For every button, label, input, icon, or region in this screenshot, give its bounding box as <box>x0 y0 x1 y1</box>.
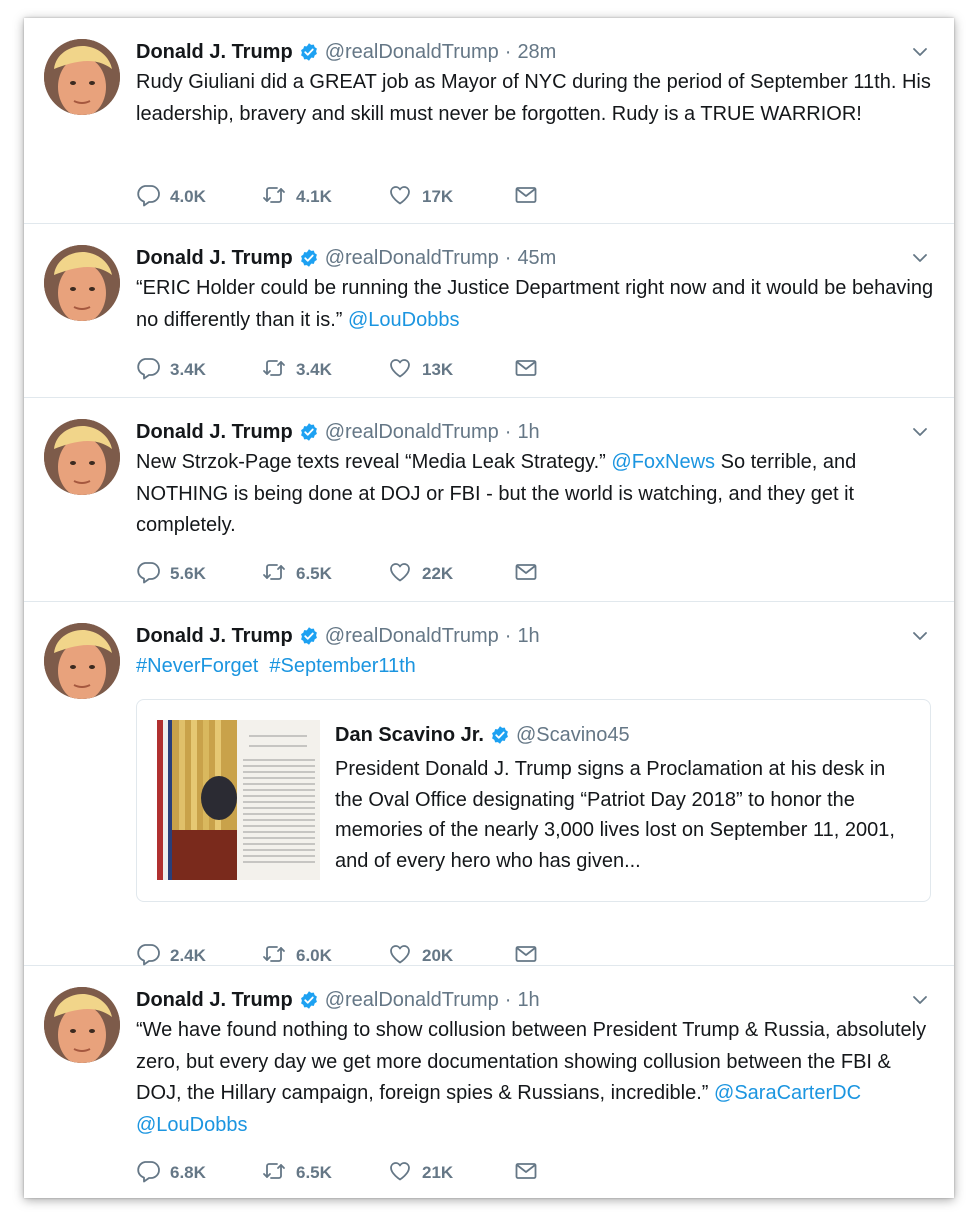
tweet[interactable] <box>24 224 954 398</box>
verified-badge-icon <box>299 990 319 1010</box>
dm-button[interactable] <box>514 356 640 385</box>
timestamp[interactable]: 1h <box>517 624 540 647</box>
tweet[interactable] <box>24 398 954 602</box>
author-handle[interactable]: @realDonaldTrump <box>324 988 499 1011</box>
mention-link[interactable]: @LouDobbs <box>136 1113 248 1136</box>
retweet-icon <box>262 183 286 212</box>
tweet-header <box>136 39 556 65</box>
author-handle[interactable]: @realDonaldTrump <box>324 624 499 647</box>
chevron-down-icon[interactable] <box>910 42 930 62</box>
oval-office-photo <box>157 720 320 880</box>
author-handle[interactable]: @realDonaldTrump <box>324 420 499 443</box>
envelope-icon <box>514 1159 538 1188</box>
reply-icon <box>136 356 160 385</box>
author-name[interactable]: Donald J. Trump <box>136 40 293 63</box>
mention-link[interactable]: @LouDobbs <box>347 308 460 331</box>
avatar[interactable] <box>44 419 120 495</box>
reply-button[interactable] <box>136 356 262 385</box>
retweet-count: 6.5K <box>296 1163 332 1182</box>
quoted-author-handle[interactable]: @Scavino45 <box>515 723 630 746</box>
retweet-count: 6.0K <box>296 946 332 965</box>
retweet-count: 6.5K <box>296 564 332 583</box>
tweet-text <box>136 1015 936 1141</box>
verified-badge-icon <box>299 422 319 442</box>
timestamp[interactable]: 1h <box>517 420 540 443</box>
timestamp[interactable]: 1h <box>517 988 540 1011</box>
like-count: 13K <box>422 360 454 379</box>
separator-dot: · <box>504 246 512 269</box>
chevron-down-icon[interactable] <box>910 626 930 646</box>
avatar[interactable] <box>44 623 120 699</box>
author-name[interactable]: Donald J. Trump <box>136 988 293 1011</box>
retweet-icon <box>262 560 286 589</box>
avatar[interactable] <box>44 39 120 115</box>
retweet-icon <box>262 1159 286 1188</box>
like-button[interactable] <box>388 183 514 212</box>
reply-count: 5.6K <box>170 564 206 583</box>
tweet-text-body: “ERIC Holder could be running the Justice Department right now and it would be behaving no differently than it is.” <box>136 277 934 331</box>
hashtag-link[interactable]: #September11th <box>269 655 416 677</box>
tweet-text <box>136 273 936 336</box>
like-button[interactable] <box>388 356 514 385</box>
author-handle[interactable]: @realDonaldTrump <box>324 246 499 269</box>
like-count: 17K <box>422 187 454 206</box>
timestamp[interactable]: 45m <box>517 246 557 269</box>
tweet-actions <box>136 944 640 968</box>
tweet-text-before: New Strzok-Page texts reveal “Media Leak Strategy.” <box>136 451 612 473</box>
quoted-tweet-image[interactable] <box>157 720 320 880</box>
separator-dot: · <box>504 420 512 443</box>
reply-button[interactable] <box>136 560 262 589</box>
reply-icon <box>136 560 160 589</box>
quoted-tweet-header <box>335 722 630 748</box>
reply-icon <box>136 183 160 212</box>
dm-button[interactable] <box>514 560 640 589</box>
like-button[interactable] <box>388 1159 514 1188</box>
tweet-text-body: “We have found nothing to show collusion between President Trump & Russia, absolutely zero, but every day we get more documentation showing collusion between the FBI & DOJ, the Hillary campaign, foreign spies & Russians, incredible.” <box>136 1019 927 1104</box>
tweet[interactable] <box>24 966 954 1198</box>
tweet-text-body: Rudy Giuliani did a GREAT job as Mayor of NYC during the period of September 11th. His leadership, bravery and skill must never be forgotten. Rudy is a TRUE WARRIOR! <box>136 71 931 125</box>
tweet-text <box>136 651 936 683</box>
dm-button[interactable] <box>514 183 640 212</box>
mention-link[interactable]: @FoxNews <box>611 451 716 473</box>
quoted-tweet[interactable] <box>136 699 931 902</box>
verified-badge-icon <box>490 725 510 745</box>
separator-dot: · <box>504 988 512 1011</box>
separator-dot: · <box>504 624 512 647</box>
chevron-down-icon[interactable] <box>910 990 930 1010</box>
chevron-down-icon[interactable] <box>910 248 930 268</box>
quoted-tweet-text: President Donald J. Trump signs a Proclamation at his desk in the Oval Office designating “Patriot Day 2018” to honor the memories of the nearly 3,000 lives lost on September 11, 2001, and of every hero who has given... <box>335 758 895 872</box>
retweet-count: 4.1K <box>296 187 332 206</box>
tweet-timeline <box>24 18 954 1198</box>
tweet-header <box>136 987 540 1013</box>
tweet-text <box>136 447 936 542</box>
reply-count: 6.8K <box>170 1163 206 1182</box>
retweet-button[interactable] <box>262 356 388 385</box>
verified-badge-icon <box>299 42 319 62</box>
tweet-text <box>136 67 936 130</box>
tweet[interactable] <box>24 18 954 224</box>
author-name[interactable]: Donald J. Trump <box>136 624 293 647</box>
author-name[interactable]: Donald J. Trump <box>136 246 293 269</box>
mention-link[interactable]: @SaraCarterDC <box>714 1082 862 1104</box>
retweet-button[interactable] <box>262 183 388 212</box>
author-name[interactable]: Donald J. Trump <box>136 420 293 443</box>
retweet-button[interactable] <box>262 1159 388 1188</box>
hashtag-link[interactable]: #NeverForget <box>136 655 259 677</box>
avatar[interactable] <box>44 987 120 1063</box>
tweet[interactable] <box>24 602 954 966</box>
verified-badge-icon <box>299 248 319 268</box>
avatar[interactable] <box>44 245 120 321</box>
quoted-author-name[interactable]: Dan Scavino Jr. <box>335 723 484 746</box>
like-count: 22K <box>422 564 454 583</box>
heart-icon <box>388 560 412 589</box>
verified-badge-icon <box>299 626 319 646</box>
retweet-icon <box>262 356 286 385</box>
reply-button[interactable] <box>136 1159 262 1188</box>
tweet-actions <box>136 1161 640 1185</box>
tweet-actions <box>136 185 640 209</box>
heart-icon <box>388 356 412 385</box>
separator-dot: · <box>504 40 512 63</box>
reply-count: 4.0K <box>170 187 206 206</box>
retweet-count: 3.4K <box>296 360 332 379</box>
dm-button[interactable] <box>514 1159 640 1188</box>
envelope-icon <box>514 560 538 589</box>
reply-button[interactable] <box>136 183 262 212</box>
like-count: 21K <box>422 1163 454 1182</box>
tweet-header <box>136 419 540 445</box>
tweet-text-after: So terrible, and NOTHING is being done at DOJ or FBI - but the world is watching, and they get it completely. <box>136 451 857 536</box>
heart-icon <box>388 183 412 212</box>
chevron-down-icon[interactable] <box>910 422 930 442</box>
heart-icon <box>388 1159 412 1188</box>
reply-count: 2.4K <box>170 946 206 965</box>
tweet-actions <box>136 562 640 586</box>
tweet-header <box>136 623 540 649</box>
author-handle[interactable]: @realDonaldTrump <box>324 40 499 63</box>
reply-count: 3.4K <box>170 360 206 379</box>
like-button[interactable] <box>388 560 514 589</box>
like-count: 20K <box>422 946 454 965</box>
tweet-actions <box>136 358 640 382</box>
envelope-icon <box>514 183 538 212</box>
reply-icon <box>136 1159 160 1188</box>
envelope-icon <box>514 356 538 385</box>
retweet-button[interactable] <box>262 560 388 589</box>
timestamp[interactable]: 28m <box>517 40 557 63</box>
tweet-header <box>136 245 556 271</box>
